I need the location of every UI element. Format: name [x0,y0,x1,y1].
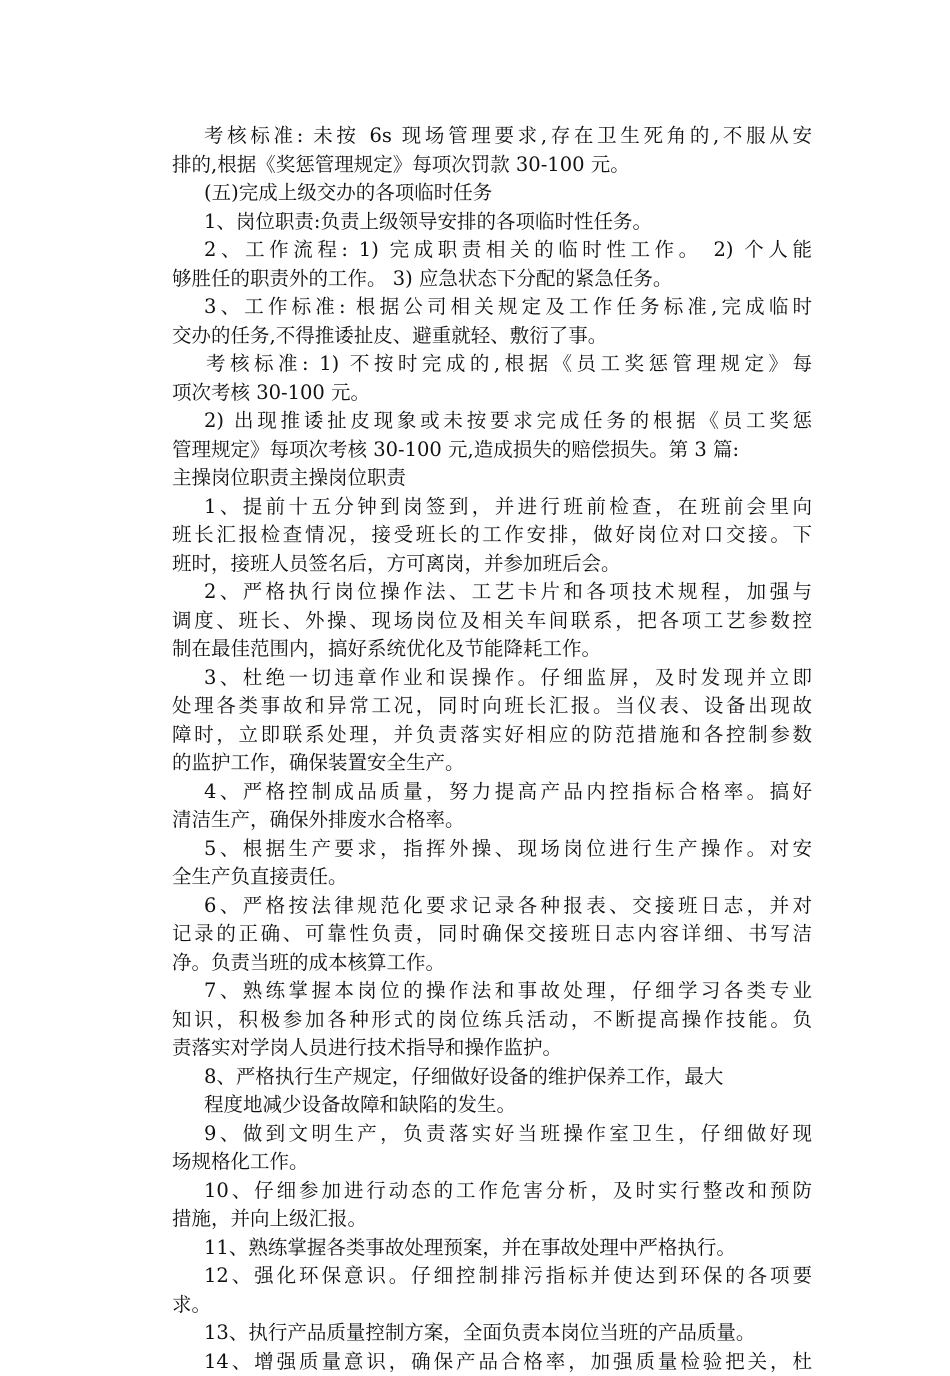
text-line: 够胜任的职责外的工作。 3) 应急状态下分配的紧急任务。 [172,265,812,294]
text-line: 清洁生产，确保外排废水合格率。 [172,806,812,835]
text-line: 责落实对学岗人员进行技术指导和操作监护。 [172,1034,812,1063]
text-line: 记录的正确、可靠性负责，同时确保交接班日志内容详细、书写洁 [172,920,812,949]
text-line: 的监护工作，确保装置安全生产。 [172,749,812,778]
text-line: 10、仔细参加进行动态的工作危害分析，及时实行整改和预防 [172,1177,812,1206]
text-line: 3、工作标准: 根据公司相关规定及工作任务标准,完成临时 [172,293,812,322]
text-line: 全生产负直接责任。 [172,863,812,892]
text-line: 12、强化环保意识。仔细控制排污指标并使达到环保的各项要 [172,1262,812,1291]
text-line: 程度地减少设备故障和缺陷的发生。 [172,1091,812,1120]
text-line: 考核标准: 未按 6s 现场管理要求,存在卫生死角的,不服从安 [172,122,812,151]
text-line: 障时，立即联系处理，并负责落实好相应的防范措施和各控制参数 [172,721,812,750]
text-line: 1、提前十五分钟到岗签到，并进行班前检查，在班前会里向 [172,493,812,522]
text-line: 班时，接班人员签名后，方可离岗，并参加班后会。 [172,550,812,579]
text-line: 11、熟练掌握各类事故处理预案，并在事故处理中严格执行。 [172,1234,812,1263]
text-line: 8、严格执行生产规定，仔细做好设备的维护保养工作，最大 [172,1063,812,1092]
text-line: 净。负责当班的成本核算工作。 [172,949,812,978]
text-line: 制在最佳范围内，搞好系统优化及节能降耗工作。 [172,635,812,664]
text-line: 3、杜绝一切违章作业和误操作。仔细监屏，及时发现并立即 [172,664,812,693]
text-line: 管理规定》每项次考核 30-100 元,造成损失的赔偿损失。第 3 篇: [172,436,812,465]
text-line: 14、增强质量意识，确保产品合格率，加强质量检验把关，杜 [172,1348,812,1376]
text-line: 1、岗位职责:负责上级领导安排的各项临时性任务。 [172,208,812,237]
text-line: 项次考核 30-100 元。 [172,379,812,408]
text-line: 调度、班长、外操、现场岗位及相关车间联系，把各项工艺参数控 [172,607,812,636]
text-line: 2、严格执行岗位操作法、工艺卡片和各项技术规程，加强与 [172,578,812,607]
text-line: 9、做到文明生产，负责落实好当班操作室卫生，仔细做好现 [172,1120,812,1149]
text-line: 2、工作流程: 1) 完成职责相关的临时性工作。 2) 个人能 [172,236,812,265]
text-line: 班长汇报检查情况，接受班长的工作安排，做好岗位对口交接。下 [172,521,812,550]
text-line: 交办的任务,不得推诿扯皮、避重就轻、敷衍了事。 [172,322,812,351]
text-line: 处理各类事故和异常工况，同时向班长汇报。当仪表、设备出现故 [172,692,812,721]
text-line: 7、熟练掌握本岗位的操作法和事故处理，仔细学习各类专业 [172,977,812,1006]
text-line: 主操岗位职责主操岗位职责 [172,464,812,493]
text-line: 2) 出现推诿扯皮现象或未按要求完成任务的根据《员工奖惩 [172,407,812,436]
text-line: 13、执行产品质量控制方案，全面负责本岗位当班的产品质量。 [172,1319,812,1348]
text-line: 考核标准: 1) 不按时完成的,根据《员工奖惩管理规定》每 [172,350,812,379]
text-line: 知识，积极参加各种形式的岗位练兵活动，不断提高操作技能。负 [172,1006,812,1035]
document-body [172,122,812,1376]
text-line: 6、严格按法律规范化要求记录各种报表、交接班日志，并对 [172,892,812,921]
text-line: 措施，并向上级汇报。 [172,1205,812,1234]
text-line: 排的,根据《奖惩管理规定》每项次罚款 30-100 元。 [172,151,812,180]
text-line: 4、严格控制成品质量，努力提高产品内控指标合格率。搞好 [172,778,812,807]
text-line: 场规格化工作。 [172,1148,812,1177]
section-heading: (五)完成上级交办的各项临时任务 [172,179,812,208]
text-line: 5、根据生产要求，指挥外操、现场岗位进行生产操作。对安 [172,835,812,864]
text-line: 求。 [172,1291,812,1320]
